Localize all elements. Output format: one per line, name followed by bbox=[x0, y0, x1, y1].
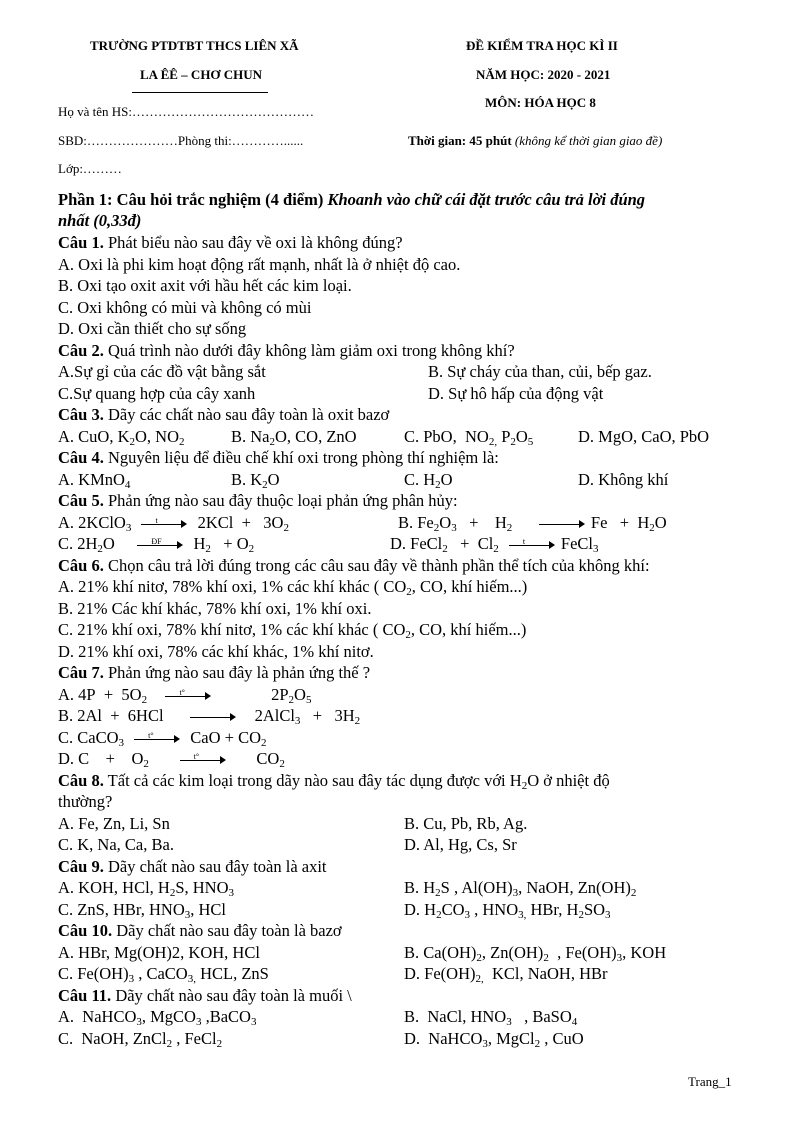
time-info bbox=[408, 133, 662, 149]
q2-option-d: D. Sự hô hấp của động vật bbox=[428, 384, 604, 403]
q3-option-c: C. PbO, $NO_{2,}$ $P_2O_5$ bbox=[404, 427, 534, 448]
reaction-arrow-icon: ĐF bbox=[137, 540, 183, 550]
q8-option-c: C. K, Na, Ca, Ba. bbox=[58, 835, 174, 854]
question-8-cont: thường? bbox=[58, 792, 113, 811]
question-2: Câu 2. Quá trình nào dưới đây không làm giảm oxi trong không khí? bbox=[58, 341, 515, 360]
q4-option-c: C. $H_2O$ bbox=[404, 470, 453, 491]
q6-option-b: B. 21% Các khí khác, 78% khí oxi, 1% khí oxi. bbox=[58, 599, 372, 618]
header-divider bbox=[132, 92, 268, 93]
q7-option-a: A. $4P + 5O_2$ t° $2P_2O_5$ bbox=[58, 685, 312, 706]
q10-option-d: D. $Fe(OH)_{2,}$ KCl, NaOH, HBr bbox=[404, 964, 608, 985]
q9-option-c: C. ZnS, HBr, $HNO_3$, HCl bbox=[58, 900, 227, 921]
question-4: Câu 4. Nguyên liệu để điều chế khí oxi trong phòng thí nghiệm là: bbox=[58, 448, 499, 467]
page-number: Trang_1 bbox=[688, 1074, 732, 1089]
q7-option-d: D. C + $O_2$ t° $CO_2$ bbox=[58, 749, 285, 770]
q6-option-c: C. 21% khí oxi, 78% khí nitơ, 1% các khí khác ( $CO_2$, CO, khí hiếm...) bbox=[58, 620, 527, 641]
q9-option-d: D. $H_2CO_3$ , $HNO_{3,}$ HBr, $H_2SO_3$ bbox=[404, 900, 611, 921]
time-note: (không kể thời gian giao đề) bbox=[514, 133, 663, 148]
q5-option-b: B. $Fe_2O_3$ + $H_2$ $Fe + H_2O$ bbox=[398, 513, 667, 534]
subject: MÔN: HÓA HỌC 8 bbox=[485, 95, 596, 110]
q9-option-a: A. KOH, HCl, $H_2S$, $HNO_3$ bbox=[58, 878, 235, 899]
q11-option-c: C. NaOH, ZnCl$_2$ , FeCl$_2$ bbox=[58, 1029, 223, 1050]
q8-option-d: D. Al, Hg, Cs, Sr bbox=[404, 835, 517, 854]
school-year: NĂM HỌC: 2020 - 2021 bbox=[476, 67, 611, 82]
q5-option-d: D. FeCl$_2$ + $Cl_2$ t FeCl$_3$ bbox=[390, 534, 599, 555]
q6-option-a: A. 21% khí nitơ, 78% khí oxi, 1% các khí khác ( $CO_2$, CO, khí hiếm...) bbox=[58, 577, 528, 598]
q3-option-b: B. $Na_2O$, CO, ZnO bbox=[231, 427, 357, 448]
reaction-arrow-icon bbox=[539, 519, 585, 529]
q1-option-c: C. Oxi không có mùi và không có mùi bbox=[58, 298, 312, 317]
part1-heading: Phần 1: Câu hỏi trắc nghiệm (4 điểm) bbox=[58, 190, 324, 209]
q10-option-c: C. $Fe(OH)_3$ , CaCO$_{3,}$ HCL, ZnS bbox=[58, 964, 269, 985]
q9-option-b: B. $H_2S$ , $Al(OH)_3$, NaOH, $Zn(OH)_2$ bbox=[404, 878, 637, 899]
q4-option-d: D. Không khí bbox=[578, 470, 669, 489]
q5-option-a: A. 2KClO$_3$ t $2KCl + 3O_2$ bbox=[58, 513, 289, 534]
question-9: Câu 9. Dãy chất nào sau đây toàn là axit bbox=[58, 857, 327, 876]
reaction-arrow-icon bbox=[190, 712, 236, 722]
q5-option-c: C. $2H_2O$ ĐF $H_2 + O_2$ bbox=[58, 534, 255, 555]
q6-option-d: D. 21% khí oxi, 78% các khí khác, 1% khí nitơ. bbox=[58, 642, 374, 661]
q11-option-d: D. NaHCO$_3$, MgCl$_2$ , CuO bbox=[404, 1029, 584, 1050]
question-1: Câu 1. Phát biểu nào sau đây về oxi là không đúng? bbox=[58, 233, 403, 252]
q10-option-b: B. $Ca(OH)_2$, $Zn(OH)_2$ , $Fe(OH)_3$, KOH bbox=[404, 943, 667, 964]
question-8: Câu 8. Tất cả các kim loại trong dãy nào sau đây tác dụng được với $H_2O$ ở nhiệt độ bbox=[58, 771, 610, 792]
q2-option-c: C.Sự quang hợp của cây xanh bbox=[58, 384, 256, 403]
q10-option-a: A. HBr, Mg(OH)2, KOH, HCl bbox=[58, 943, 260, 962]
reaction-arrow-icon: t bbox=[509, 540, 555, 550]
reaction-arrow-icon: t° bbox=[180, 755, 226, 765]
q1-option-b: B. Oxi tạo oxit axit với hầu hết các kim loại. bbox=[58, 276, 352, 295]
q2-option-a: A.Sự gỉ của các đồ vật bằng sắt bbox=[58, 362, 266, 381]
q2-option-b: B. Sự cháy của than, củi, bếp gaz. bbox=[428, 362, 652, 381]
question-11: Câu 11. Dãy chất nào sau đây toàn là muối \ bbox=[58, 986, 352, 1005]
q8-option-a: A. Fe, Zn, Li, Sn bbox=[58, 814, 170, 833]
reaction-arrow-icon: t bbox=[141, 519, 187, 529]
q7-option-b: B. 2Al + 6HCl 2AlCl$_3$ + $3H_2$ bbox=[58, 706, 361, 727]
q11-option-b: B. NaCl, $HNO_3$ , BaSO$_4$ bbox=[404, 1007, 578, 1028]
q3-option-a: A. CuO, $K_2O$, $NO_2$ bbox=[58, 427, 185, 448]
school-name-line1: TRƯỜNG PTDTBT THCS LIÊN XÃ bbox=[90, 38, 299, 53]
school-name-line2: LA ÊÊ – CHƠ CHUN bbox=[140, 67, 263, 82]
question-6: Câu 6. Chọn câu trả lời đúng trong các câu sau đây về thành phần thể tích của không khí: bbox=[58, 556, 650, 575]
question-10: Câu 10. Dãy chất nào sau đây toàn là bazơ bbox=[58, 921, 342, 940]
reaction-arrow-icon: t° bbox=[134, 734, 180, 744]
class-field: Lớp:……… bbox=[58, 161, 122, 176]
question-3: Câu 3. Dãy các chất nào sau đây toàn là oxit bazơ bbox=[58, 405, 390, 424]
q1-option-a: A. Oxi là phi kim hoạt động rất mạnh, nhất là ở nhiệt độ cao. bbox=[58, 255, 461, 274]
part1-instruction-cont: nhất (0,33đ) bbox=[58, 211, 142, 230]
question-7: Câu 7. Phản ứng nào sau đây là phản ứng thế ? bbox=[58, 663, 371, 682]
sbd-room-field: SBD:…………………Phòng thi:…………...... bbox=[58, 133, 304, 148]
time-label: Thời gian: 45 phút bbox=[408, 133, 512, 148]
q1-option-d: D. Oxi cần thiết cho sự sống bbox=[58, 319, 247, 338]
exam-title: ĐỀ KIỂM TRA HỌC KÌ II bbox=[466, 38, 618, 53]
q8-option-b: B. Cu, Pb, Rb, Ag. bbox=[404, 814, 528, 833]
q7-option-c: C. CaCO$_3$ t° CaO + $CO_2$ bbox=[58, 728, 267, 749]
q11-option-a: A. NaHCO$_3$, MgCO$_3$ ,BaCO$_3$ bbox=[58, 1007, 257, 1028]
q3-option-d: D. MgO, CaO, PbO bbox=[578, 427, 710, 446]
part1-title bbox=[58, 189, 645, 211]
question-5: Câu 5. Phản ứng nào sau đây thuộc loại phản ứng phân hủy: bbox=[58, 491, 458, 510]
student-name-field: Họ và tên HS:…………………………………… bbox=[58, 104, 315, 119]
q4-option-b: B. $K_2O$ bbox=[231, 470, 280, 491]
part1-instruction: Khoanh vào chữ cái đặt trước câu trả lời đúng bbox=[327, 190, 646, 209]
reaction-arrow-icon: t° bbox=[165, 691, 211, 701]
q4-option-a: A. KMnO$_4$ bbox=[58, 470, 131, 491]
